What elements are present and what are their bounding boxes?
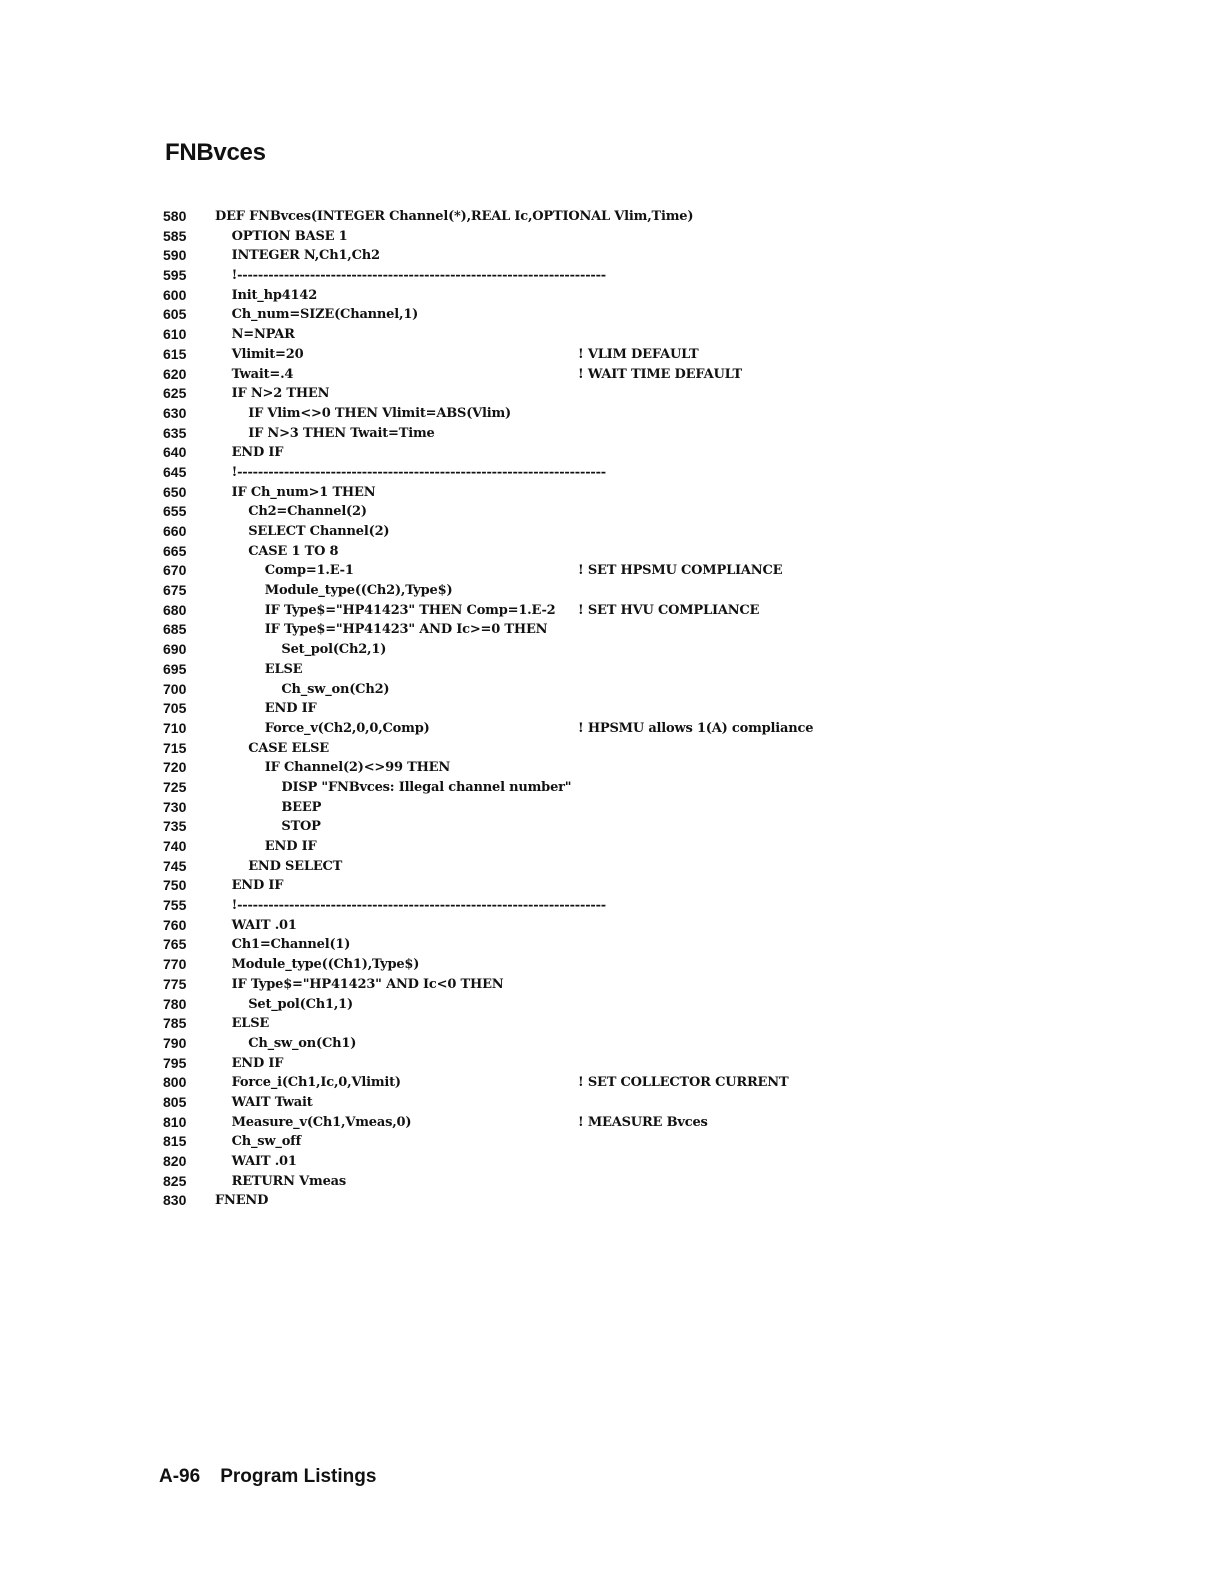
code-text: RETURN Vmeas [231,1173,346,1189]
line-number: 715 [163,739,187,756]
code-line [163,1073,883,1093]
line-number: 820 [163,1153,187,1169]
code-line [163,1152,883,1172]
code-text: Ch1=Channel(1) [231,937,351,953]
code-line [163,680,883,700]
code-line [163,384,883,404]
code-line [163,581,883,601]
code-text: !----------------------------------------------------------------------- [231,898,606,914]
code-text: BEEP [281,799,322,815]
code-comment: ! MEASURE Bvces [578,1114,708,1130]
code-line [163,424,883,444]
code-text: Ch_num=SIZE(Channel,1) [231,307,419,323]
code-text: Twait=.4 [231,366,294,382]
code-line [163,561,883,581]
line-number: 635 [163,424,187,441]
line-number: 670 [163,562,187,579]
code-comment: ! HPSMU allows 1(A) compliance [578,720,814,736]
line-number: 775 [163,975,187,992]
line-number: 585 [163,227,187,244]
line-number: 725 [163,778,187,795]
line-number: 615 [163,345,187,362]
code-line [163,876,883,896]
code-text: Set_pol(Ch1,1) [248,996,353,1012]
code-text: ELSE [231,1016,270,1032]
line-number: 665 [163,542,187,559]
line-number: 750 [163,877,187,894]
line-number: 720 [163,759,187,776]
code-text: IF Type$="HP41423" AND Ic<0 THEN [231,976,504,992]
code-text: FNEND [215,1193,269,1209]
code-text: Comp=1.E-1 [264,563,354,579]
code-line [163,719,883,739]
code-text: END IF [231,1055,284,1071]
line-number: 700 [163,680,187,697]
line-number: 830 [163,1192,187,1209]
line-number: 625 [163,385,187,402]
code-line [163,325,883,345]
code-text: IF Type$="HP41423" THEN Comp=1.E-2 [264,602,556,618]
code-text: Init_hp4142 [231,287,318,303]
code-comment: ! VLIM DEFAULT [578,346,699,362]
code-line [163,266,883,286]
code-line [163,443,883,463]
code-text: ELSE [264,661,303,677]
code-text: OPTION BASE 1 [231,228,348,244]
line-number: 780 [163,995,187,1012]
code-line [163,1191,883,1211]
line-number: 620 [163,365,187,382]
code-text: Force_i(Ch1,Ic,0,Vlimit) [231,1075,401,1091]
code-line [163,542,883,562]
code-line [163,758,883,778]
code-line [163,896,883,916]
line-number: 730 [163,798,187,815]
line-number: 690 [163,641,187,658]
code-line [163,1054,883,1074]
program-listing [163,207,883,1211]
code-text: IF Type$="HP41423" AND Ic>=0 THEN [264,622,548,638]
line-number: 710 [163,719,187,736]
code-line [163,778,883,798]
code-text: END IF [231,878,284,894]
line-number: 795 [163,1054,187,1071]
line-number: 790 [163,1034,187,1051]
code-text: !----------------------------------------------------------------------- [231,464,606,480]
code-text: INTEGER N,Ch1,Ch2 [231,248,380,264]
code-line [163,463,883,483]
line-number: 650 [163,483,187,500]
code-line [163,286,883,306]
code-text: END IF [231,445,284,461]
code-text: WAIT .01 [231,1154,297,1169]
code-text: N=NPAR [231,327,295,343]
code-text: Ch_sw_on(Ch1) [248,1035,357,1051]
code-text: Ch_sw_off [231,1134,301,1150]
code-text: STOP [281,819,321,835]
code-comment: ! WAIT TIME DEFAULT [578,366,742,382]
line-number: 815 [163,1133,187,1150]
code-text: DISP "FNBvces: Illegal channel number" [281,779,572,795]
line-number: 735 [163,818,187,835]
code-line [163,1093,883,1113]
code-line [163,798,883,818]
code-text: Ch_sw_on(Ch2) [281,681,390,697]
code-line [163,739,883,759]
line-number: 605 [163,306,187,323]
code-line [163,305,883,325]
code-comment: ! SET COLLECTOR CURRENT [578,1075,789,1091]
code-line [163,227,883,247]
code-text: CASE 1 TO 8 [248,543,339,559]
line-number: 680 [163,601,187,618]
line-number: 760 [163,916,187,933]
code-line [163,522,883,542]
page-title: FNBvces [165,139,266,166]
code-text: !----------------------------------------------------------------------- [231,268,606,284]
line-number: 660 [163,523,187,539]
code-text: Module_type((Ch1),Type$) [231,957,420,973]
line-number: 630 [163,404,187,421]
code-text: WAIT Twait [231,1094,313,1110]
code-text: END IF [264,701,317,717]
code-line [163,995,883,1015]
code-text: END SELECT [248,858,343,874]
code-line [163,857,883,877]
code-line [163,207,883,227]
line-number: 640 [163,444,187,461]
code-text: WAIT .01 [231,917,297,933]
page-footer [159,1466,376,1488]
code-text: SELECT Channel(2) [248,524,390,539]
code-line [163,601,883,621]
code-line [163,660,883,680]
line-number: 755 [163,897,187,914]
line-number: 705 [163,700,187,717]
line-number: 590 [163,247,187,264]
line-number: 765 [163,936,187,953]
code-line [163,1172,883,1192]
line-number: 600 [163,286,187,303]
code-line [163,975,883,995]
line-number: 645 [163,463,187,480]
code-line [163,483,883,503]
code-line [163,916,883,936]
line-number: 695 [163,660,187,677]
code-line [163,1014,883,1034]
line-number: 580 [163,208,187,224]
code-text: CASE ELSE [248,740,329,756]
code-comment: ! SET HVU COMPLIANCE [578,602,760,618]
code-text: Vlimit=20 [231,346,304,362]
code-line [163,1034,883,1054]
code-text: Set_pol(Ch2,1) [281,642,387,658]
code-line [163,345,883,365]
code-line [163,837,883,857]
code-line [163,1132,883,1152]
line-number: 800 [163,1074,187,1091]
code-text: Force_v(Ch2,0,0,Comp) [264,720,430,736]
code-text: END IF [264,839,317,854]
code-line [163,955,883,975]
code-text: IF N>3 THEN Twait=Time [248,425,435,441]
line-number: 825 [163,1172,187,1189]
line-number: 610 [163,326,187,343]
code-text: IF Vlim<>0 THEN Vlimit=ABS(Vlim) [248,405,512,421]
code-line [163,817,883,837]
code-line [163,365,883,385]
section-title: Program Listings [220,1466,377,1487]
code-text: IF N>2 THEN [231,386,330,402]
page-number: A-96 [159,1466,201,1487]
code-line [163,404,883,424]
line-number: 740 [163,838,187,854]
code-comment: ! SET HPSMU COMPLIANCE [578,563,783,579]
line-number: 785 [163,1015,187,1032]
code-text: IF Ch_num>1 THEN [231,484,376,500]
code-line [163,699,883,719]
line-number: 595 [163,267,187,284]
code-text: Ch2=Channel(2) [248,504,367,520]
code-line [163,640,883,660]
code-line [163,502,883,522]
code-line [163,620,883,640]
line-number: 655 [163,503,187,520]
line-number: 745 [163,857,187,874]
code-line [163,246,883,266]
line-number: 675 [163,582,187,599]
line-number: 805 [163,1093,187,1110]
code-text: DEF FNBvces(INTEGER Channel(*),REAL Ic,OPTIONAL Vlim,Time) [215,209,694,224]
line-number: 685 [163,621,187,638]
code-line [163,935,883,955]
line-number: 810 [163,1113,187,1130]
code-text: Module_type((Ch2),Type$) [264,583,453,599]
code-text: Measure_v(Ch1,Vmeas,0) [231,1114,412,1130]
line-number: 770 [163,956,187,973]
code-text: IF Channel(2)<>99 THEN [264,760,451,776]
code-line [163,1113,883,1133]
